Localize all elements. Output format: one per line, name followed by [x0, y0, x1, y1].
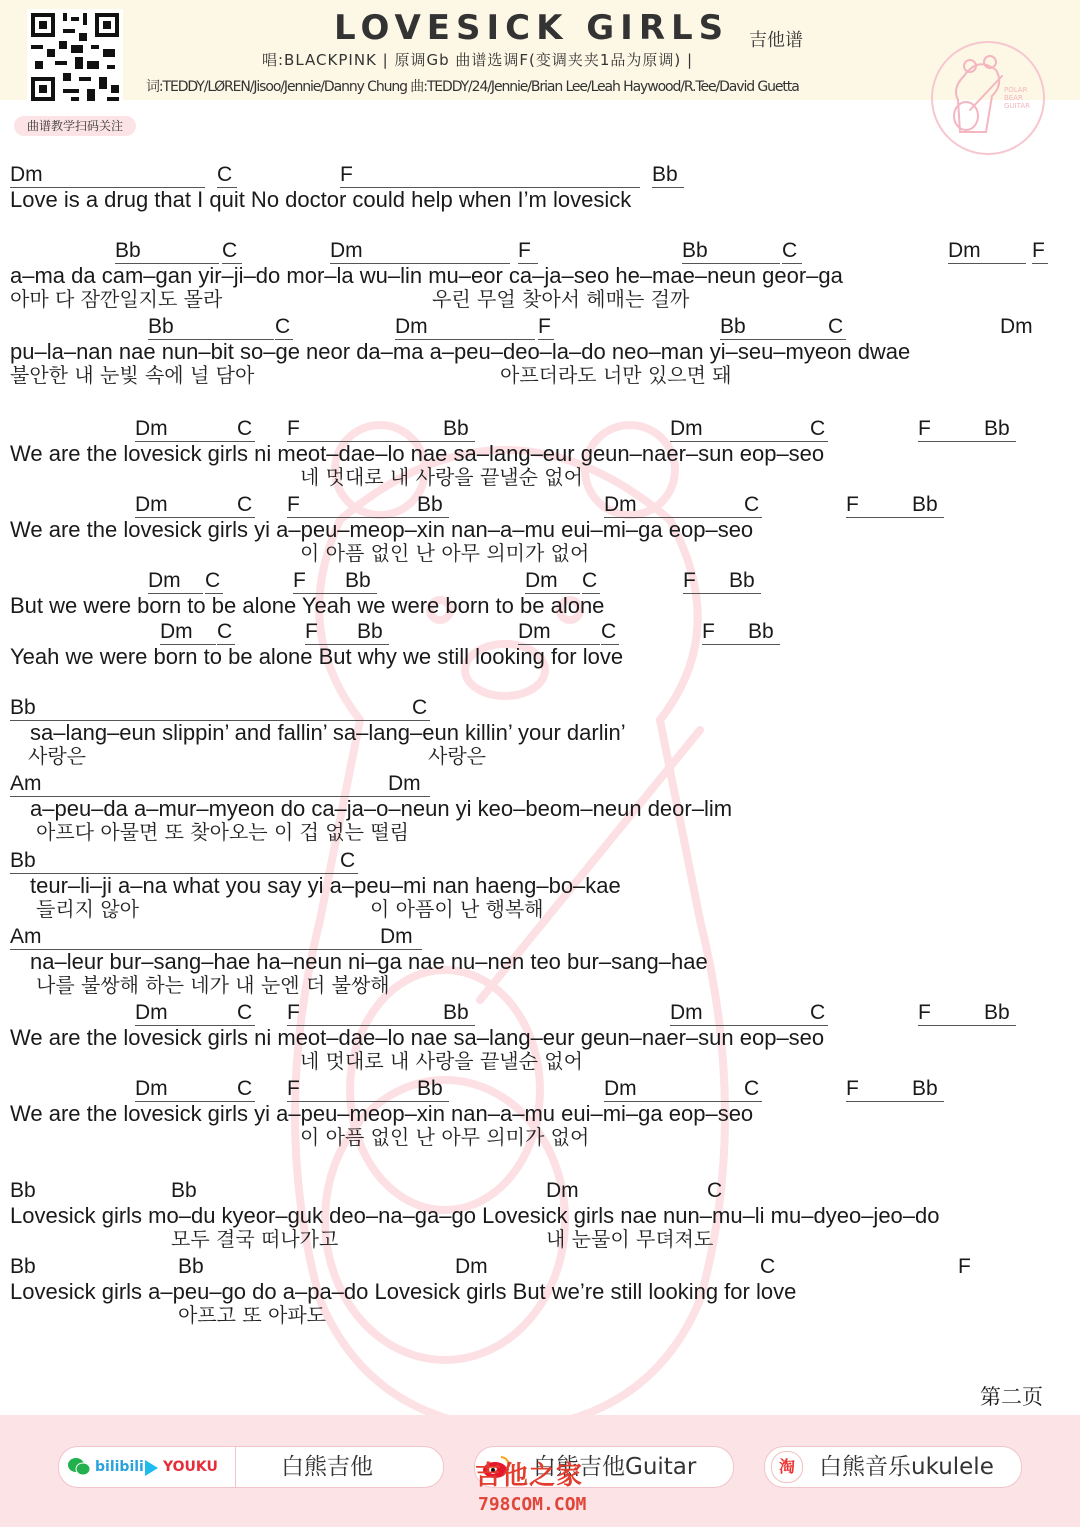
chord-label: Dm [160, 621, 216, 645]
lyric-line: We are the lovesick girls ni meot–dae–lo nae sa–lang–eur geun–naer–sun eop–seo [10, 1025, 825, 1050]
chord-label: F [518, 240, 538, 264]
chord-label: Bb [10, 850, 340, 874]
chord-label: C [340, 850, 358, 874]
chord-label: Dm [1000, 315, 1033, 338]
lyric-line: pu–la–nan nae nun–bit so–ge neor da–ma a–peu–deo–la–do neo–man yi–seu–myeon dwae [10, 339, 911, 364]
chord-label: Dm [135, 494, 237, 518]
chord-label: C [744, 494, 762, 518]
qr-label: 曲谱教学扫码关注 [14, 116, 136, 136]
korean-lyric-line: 이 아픔이 난 행복해 [370, 897, 544, 921]
watermark-site-url: 798COM.COM [478, 1494, 587, 1515]
chord-label: Dm [455, 1255, 488, 1278]
chord-label: Bb [443, 1002, 475, 1026]
chord-label: Dm [148, 570, 203, 594]
chord-label: Dm [395, 316, 535, 340]
chord-label: F [538, 316, 554, 340]
chord-label: C [237, 1002, 255, 1026]
title-suffix: 吉他谱 [749, 30, 803, 51]
chord-label: C [217, 164, 237, 188]
chord-label: F [287, 1002, 443, 1026]
chord-label: C [828, 316, 846, 340]
chord-label: Bb [912, 1078, 944, 1102]
chord-label: Dm [546, 1179, 579, 1202]
chord-label: Dm [135, 1078, 237, 1102]
lyric-line: We are the lovesick girls yi a–peu–meop–xin nan–a–mu eui–mi–ga eop–seo [10, 1101, 754, 1126]
logo-text-1: POLAR [1004, 86, 1028, 94]
chord-label: Bb [10, 1255, 36, 1278]
chord-label: Bb [417, 494, 449, 518]
chord-label: C [810, 418, 828, 442]
bilibili-badge: bilibili [95, 1459, 144, 1475]
polar-bear-guitar-logo [930, 36, 1046, 160]
lyric-line: Lovesick girls mo–du kyeor–guk deo–na–ga–go Lovesick girls nae nun–mu–li mu–dyeo–jeo–do [10, 1203, 940, 1228]
chord-label: Dm [948, 240, 1026, 264]
korean-lyric-line: 아프다 아물면 또 찾아오는 이 겁 없는 떨림 [36, 820, 409, 844]
chord-label: Dm [135, 418, 237, 442]
chord-label: Bb [115, 240, 219, 264]
lyric-line: Lovesick girls a–peu–go do a–pa–do Lovesick girls But we’re still looking for love [10, 1279, 797, 1304]
chord-label: Bb [417, 1078, 449, 1102]
korean-lyric-line: 우린 무얼 찾아서 헤매는 걸까 [432, 287, 690, 311]
lyric-line: We are the lovesick girls yi a–peu–meop–xin nan–a–mu eui–mi–ga eop–seo [10, 517, 754, 542]
chord-label: Bb [443, 418, 475, 442]
chord-label: F [305, 621, 357, 645]
chord-label: Bb [171, 1179, 197, 1202]
qr-code-icon[interactable] [27, 9, 123, 105]
song-credits: 词:TEDDY/LØREN/Jisoo/Jennie/Danny Chung 曲:TEDDY/24/Jennie/Brian Lee/Leah Haywood/R.Tee/David Guetta [146, 79, 799, 95]
chord-label: C [237, 418, 255, 442]
pill-text-weibo: 白熊吉他Guitar [533, 1454, 697, 1480]
korean-lyric-line: 내 눈물이 무뎌져도 [546, 1227, 714, 1251]
lyric-line: Love is a drug that I quit No doctor could help when I’m lovesick [10, 187, 632, 212]
wechat-icon [67, 1456, 91, 1478]
chord-label: F [846, 494, 912, 518]
chord-label: Dm [670, 418, 810, 442]
chord-label: C [582, 570, 600, 594]
social-pill-taobao[interactable] [764, 1446, 1022, 1488]
korean-lyric-line: 네 멋대로 내 사랑을 끝낼순 없어 [300, 465, 583, 489]
korean-lyric-line: 불안한 내 눈빛 속에 널 담아 [10, 363, 255, 387]
chord-label: C [275, 316, 293, 340]
chord-label: Dm [525, 570, 580, 594]
chord-label: Am [10, 773, 388, 797]
chord-label: C [707, 1179, 723, 1202]
chord-label: C [237, 494, 255, 518]
chord-label: F [287, 494, 417, 518]
pill-text-taobao: 白熊音乐ukulele [819, 1454, 994, 1480]
chord-label: C [412, 697, 430, 721]
chord-label: Dm [518, 621, 600, 645]
chord-label: Dm [604, 1078, 744, 1102]
chord-label: Dm [330, 240, 510, 264]
youku-badge: YOUKU [163, 1459, 218, 1475]
korean-lyric-line: 사랑은 [428, 744, 486, 768]
lyric-line: But we were born to be alone Yeah we were born to be alone [10, 593, 605, 618]
chord-label: Am [10, 926, 380, 950]
chord-label: F [846, 1078, 912, 1102]
korean-lyric-line: 네 멋대로 내 사랑을 끝낼순 없어 [300, 1049, 583, 1073]
chord-label: C [237, 1078, 255, 1102]
chord-label: Dm [388, 773, 430, 797]
chord-label: Dm [135, 1002, 237, 1026]
watermark-site-name: 吉他之家 [475, 1461, 584, 1491]
korean-lyric-line: 이 아픔 없인 난 아무 의미가 없어 [300, 1125, 590, 1149]
chord-label: F [287, 418, 443, 442]
pill-text-video: 白熊吉他 [281, 1454, 373, 1480]
korean-lyric-line: 나를 불쌍해 하는 네가 내 눈엔 더 불쌍해 [36, 973, 390, 997]
lyric-line: We are the lovesick girls ni meot–dae–lo nae sa–lang–eur geun–naer–sun eop–seo [10, 441, 825, 466]
lyric-line: Yeah we were born to be alone But why we still looking for love [10, 644, 624, 669]
chord-label: Dm [10, 164, 205, 188]
lyric-line: teur–li–ji a–na what you say yi a–peu–mi nan haeng–bo–kae [30, 873, 621, 898]
chord-label: Bb [748, 621, 780, 645]
korean-lyric-line: 아프더라도 너만 있으면 돼 [500, 363, 732, 387]
chord-label: C [217, 621, 235, 645]
chord-label: C [205, 570, 223, 594]
chord-label: Bb [178, 1255, 204, 1278]
song-title: LOVESICK GIRLS [334, 8, 730, 48]
chord-label: F [918, 418, 984, 442]
korean-lyric-line: 이 아픔 없인 난 아무 의미가 없어 [300, 541, 590, 565]
korean-lyric-line: 아프고 또 아파도 [178, 1303, 326, 1327]
lyric-line: sa–lang–eun slippin’ and fallin’ sa–lang–eun killin’ your darlin’ [30, 720, 626, 745]
lyric-line: a–peu–da a–mur–myeon do ca–ja–o–neun yi keo–beom–neun deor–lim [30, 796, 733, 821]
chord-label: Bb [10, 1179, 36, 1202]
lyric-line: na–leur bur–sang–hae ha–neun ni–ga nae nu–nen teo bur–sang–hae [30, 949, 708, 974]
logo-text-2: BEAR [1004, 94, 1023, 102]
chord-label: Bb [984, 418, 1016, 442]
chord-label: Bb [345, 570, 377, 594]
chord-label: Bb [984, 1002, 1016, 1026]
korean-lyric-line: 들리지 않아 [36, 897, 139, 921]
page-number: 第二页 [980, 1385, 1043, 1409]
chord-label: Bb [652, 164, 684, 188]
chord-label: Bb [729, 570, 761, 594]
chord-label: C [222, 240, 242, 264]
chord-label: Bb [912, 494, 944, 518]
chord-label: C [744, 1078, 762, 1102]
social-pill-video[interactable] [58, 1446, 444, 1488]
chord-label: F [293, 570, 345, 594]
chord-label: F [958, 1255, 971, 1278]
chord-label: F [918, 1002, 984, 1026]
chord-label: C [782, 240, 802, 264]
chord-label: F [340, 164, 640, 188]
chord-label: C [810, 1002, 828, 1026]
chord-label: C [601, 621, 619, 645]
chord-label: F [287, 1078, 417, 1102]
korean-lyric-line: 모두 결국 떠나가고 [171, 1227, 339, 1251]
youku-play-icon [145, 1460, 158, 1476]
chord-label: Dm [604, 494, 744, 518]
song-meta-key: 唱:BLACKPINK | 原调Gb 曲谱选调F(变调夹夹1品为原调) | [262, 51, 694, 69]
taobao-icon: 淘 [771, 1451, 803, 1483]
chord-label: Bb [682, 240, 780, 264]
chord-label: C [760, 1255, 776, 1278]
chord-label: F [1032, 240, 1048, 264]
korean-lyric-line: 사랑은 [28, 744, 86, 768]
chord-label: Dm [670, 1002, 810, 1026]
korean-lyric-line: 아마 다 잠깐일지도 몰라 [10, 287, 223, 311]
chord-label: F [702, 621, 748, 645]
chord-label: Bb [148, 316, 274, 340]
chord-label: Bb [357, 621, 389, 645]
logo-text-3: GUITAR [1004, 102, 1030, 110]
chord-label: Bb [10, 697, 412, 721]
chord-label: F [683, 570, 729, 594]
chord-label: Dm [380, 926, 422, 950]
lyric-line: a–ma da cam–gan yir–ji–do mor–la wu–lin mu–eor ca–ja–seo he–mae–neun geor–ga [10, 263, 843, 288]
chord-label: Bb [720, 316, 828, 340]
